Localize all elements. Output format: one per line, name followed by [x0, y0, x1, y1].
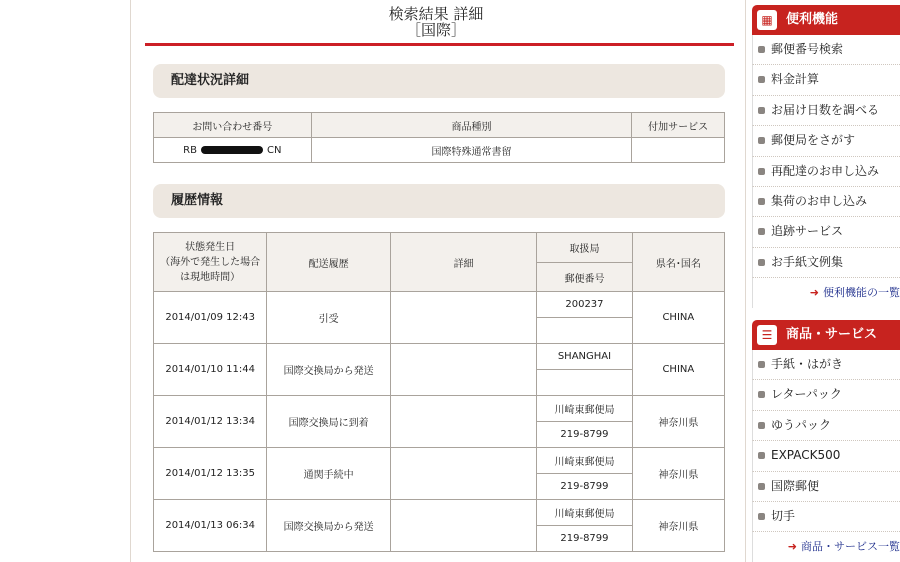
sidebar-convenience-item[interactable]: お届け日数を調べる [752, 96, 900, 126]
tracking-prefix: RB [183, 144, 197, 156]
history-date-cell: 2014/01/12 13:34 [154, 396, 267, 448]
sidebar-convenience-item[interactable]: 料金計算 [752, 65, 900, 95]
header-product-type: 商品種別 [311, 113, 632, 138]
header-office: 取扱局 [537, 233, 632, 263]
header-detail: 詳細 [390, 233, 536, 292]
history-status-cell: 通関手続中 [267, 448, 391, 500]
header-history: 配送履歴 [267, 233, 391, 292]
delivery-table [153, 112, 725, 163]
history-detail-cell [390, 292, 536, 344]
history-row [154, 292, 725, 318]
right-divider [745, 0, 746, 562]
history-row [154, 500, 725, 526]
history-status-cell: 国際交換局から発送 [267, 500, 391, 552]
history-row [154, 396, 725, 422]
header-postal-code: 郵便番号 [537, 263, 632, 292]
history-detail-cell [390, 448, 536, 500]
history-office-cell: SHANGHAI [537, 344, 632, 370]
page-title: 検索結果 詳細 [388, 5, 484, 23]
sidebar-convenience-item[interactable]: 再配達のお申し込み [752, 157, 900, 187]
convenience-title: 便利機能 [786, 12, 839, 27]
title-underline [145, 43, 734, 46]
sidebar-convenience [752, 5, 900, 308]
history-status-cell: 国際交換局から発送 [267, 344, 391, 396]
sidebar-products-item[interactable]: 国際郵便 [752, 472, 900, 502]
history-date-cell: 2014/01/13 06:34 [154, 500, 267, 552]
header-region: 県名･国名 [632, 233, 724, 292]
product-type-cell: 国際特殊通常書留 [311, 138, 632, 163]
sidebar-products [752, 320, 900, 562]
convenience-header [752, 5, 900, 35]
history-row [154, 448, 725, 474]
convenience-more-link[interactable]: ➜ 便利機能の一覧 [752, 278, 900, 308]
history-region-cell: CHINA [632, 344, 724, 396]
header-date: 状態発生日 （海外で発生した場合は現地時間） [154, 233, 267, 292]
products-header [752, 320, 900, 350]
sidebar-convenience-item[interactable]: 追跡サービス [752, 217, 900, 247]
history-office-cell: 200237 [537, 292, 632, 318]
delivery-section-header [153, 64, 725, 98]
main-content [131, 0, 741, 562]
delivery-section-title: 配達状況詳細 [171, 73, 250, 88]
history-region-cell: 神奈川県 [632, 396, 724, 448]
history-postal-cell [537, 318, 632, 344]
history-postal-cell: 219-8799 [537, 474, 632, 500]
history-date-cell: 2014/01/12 13:35 [154, 448, 267, 500]
history-office-cell: 川崎東郵便局 [537, 396, 632, 422]
page-subtitle: ［国際］ [405, 21, 466, 39]
history-detail-cell [390, 500, 536, 552]
history-date-cell: 2014/01/10 11:44 [154, 344, 267, 396]
sidebar-products-item[interactable]: ゆうパック [752, 411, 900, 441]
redacted-mark [201, 146, 263, 154]
history-date-cell: 2014/01/09 12:43 [154, 292, 267, 344]
header-additional-service: 付加サービス [632, 113, 725, 138]
header-tracking-number: お問い合わせ番号 [154, 113, 312, 138]
sidebar-products-item[interactable]: 手紙・はがき [752, 350, 900, 380]
history-section-header [153, 184, 725, 218]
sidebar-convenience-item[interactable]: 郵便局をさがす [752, 126, 900, 156]
sidebar-products-item[interactable]: レターパック [752, 380, 900, 410]
history-region-cell: 神奈川県 [632, 448, 724, 500]
history-office-cell: 川崎東郵便局 [537, 448, 632, 474]
tracking-number-cell [154, 138, 312, 163]
sidebar-convenience-item[interactable]: 集荷のお申し込み [752, 187, 900, 217]
postbox-icon: ☰ [757, 325, 777, 345]
arrow-right-icon: ➜ [787, 540, 797, 554]
calculator-icon: ▦ [757, 10, 777, 30]
history-status-cell: 引受 [267, 292, 391, 344]
history-region-cell: 神奈川県 [632, 500, 724, 552]
tracking-suffix: CN [266, 144, 282, 156]
sidebar-products-item[interactable]: EXPACK500 [752, 441, 900, 471]
sidebar-convenience-item[interactable]: 郵便番号検索 [752, 35, 900, 65]
history-detail-cell [390, 396, 536, 448]
history-row [154, 344, 725, 370]
arrow-right-icon: ➜ [809, 286, 819, 300]
history-postal-cell: 219-8799 [537, 526, 632, 552]
products-title: 商品・サービス [786, 327, 878, 342]
history-detail-cell [390, 344, 536, 396]
history-table [153, 232, 725, 552]
history-postal-cell [537, 370, 632, 396]
history-office-cell: 川崎東郵便局 [537, 500, 632, 526]
history-section-title: 履歴情報 [171, 193, 224, 208]
history-status-cell: 国際交換局に到着 [267, 396, 391, 448]
sidebar-products-item[interactable]: 切手 [752, 502, 900, 532]
additional-service-cell [632, 138, 725, 163]
history-region-cell: CHINA [632, 292, 724, 344]
products-more-link[interactable]: ➜ 商品・サービス一覧 [752, 532, 900, 562]
history-postal-cell: 219-8799 [537, 422, 632, 448]
sidebar-convenience-item[interactable]: お手紙文例集 [752, 248, 900, 278]
